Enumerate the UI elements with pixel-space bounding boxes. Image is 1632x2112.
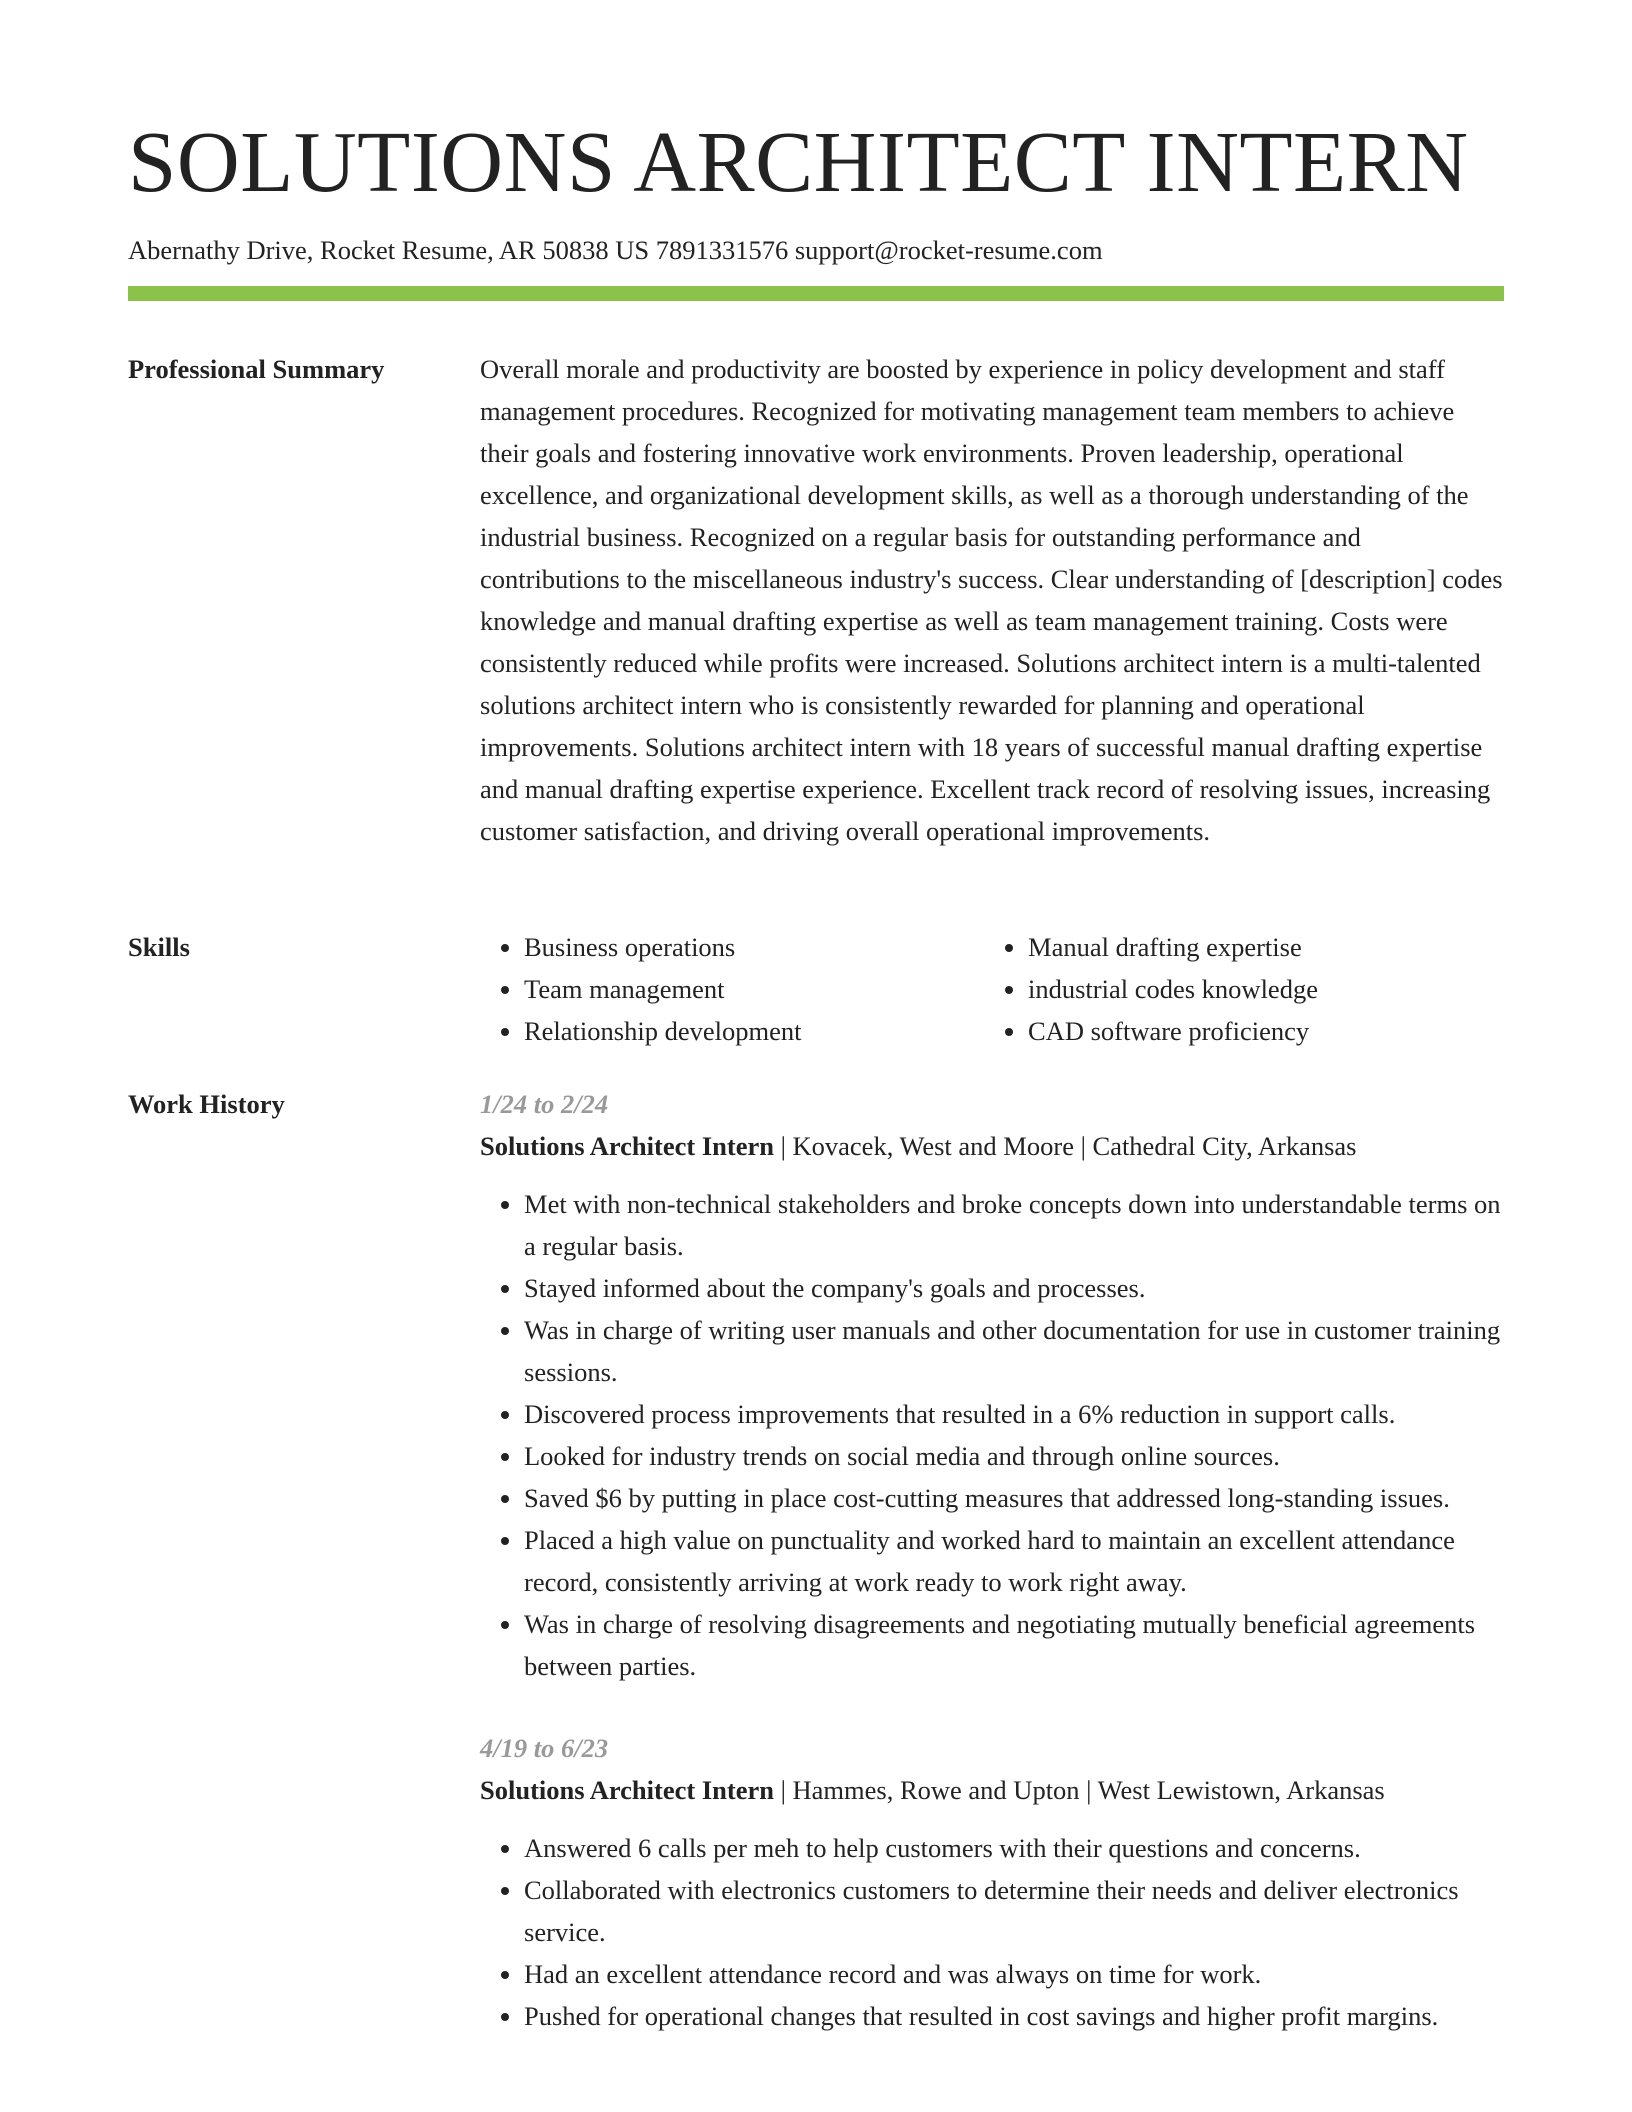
- skills-list-right: [984, 926, 1488, 1052]
- job-bullets: [480, 1183, 1504, 1687]
- summary-text: Overall morale and productivity are boosted by experience in policy development and staff management procedures. Recognized for motivating management team members to achieve their goals and fostering innovative work environments. Proven leadership, operational excellence, and organizational development skills, as well as a thorough understanding of the industrial business. Recognized on a regular basis for outstanding performance and contributions to the miscellaneous industry's success. Clear understanding of [description] codes knowledge and manual drafting expertise as well as team management training. Costs were consistently reduced while profits were increased. Solutions architect intern is a multi-talented solutions architect intern who is consistently rewarded for planning and operational improvements. Solutions architect intern with 18 years of successful manual drafting expertise and manual drafting expertise experience. Excellent track record of resolving issues, increasing customer satisfaction, and driving overall operational improvements.: [480, 354, 1503, 846]
- job-dates: 4/19 to 6/23: [480, 1733, 609, 1763]
- skill-item: • Team management: [524, 968, 984, 1010]
- summary-heading: Professional Summary: [128, 354, 385, 384]
- job-bullet: • Answered 6 calls per meh to help customers with their questions and concerns.: [524, 1827, 1504, 1869]
- job-bullet: • Had an excellent attendance record and was always on time for work.: [524, 1953, 1504, 1995]
- skill-item: • Manual drafting expertise: [1028, 926, 1488, 968]
- work-history-body: [480, 1083, 1504, 2077]
- resume-name: SOLUTIONS ARCHITECT INTERN: [128, 113, 1469, 210]
- job-bullet: • Stayed informed about the company's goals and processes.: [524, 1267, 1504, 1309]
- job-title: Solutions Architect Intern: [480, 1131, 774, 1161]
- skill-item: • Business operations: [524, 926, 984, 968]
- summary-body: [480, 348, 1504, 852]
- skill-item: • CAD software proficiency: [1028, 1010, 1488, 1052]
- job-header: [480, 1769, 1504, 1811]
- job-bullet: • Discovered process improvements that resulted in a 6% reduction in support calls.: [524, 1393, 1504, 1435]
- skills-body: [480, 926, 1504, 1052]
- job-header: [480, 1125, 1504, 1167]
- job-employer-location: | Hammes, Rowe and Upton | West Lewistown, Arkansas: [773, 1775, 1385, 1805]
- job-entry: [480, 1727, 1504, 2037]
- job-dates: 1/24 to 2/24: [480, 1089, 609, 1119]
- header-divider: [128, 286, 1504, 301]
- job-bullet: • Collaborated with electronics customers to determine their needs and deliver electronics service.: [524, 1869, 1504, 1953]
- job-bullets: [480, 1827, 1504, 2037]
- job-entry: [480, 1083, 1504, 1687]
- job-bullet: • Pushed for operational changes that resulted in cost savings and higher profit margins.: [524, 1995, 1504, 2037]
- contact-info: Abernathy Drive, Rocket Resume, AR 50838 US 7891331576 support@rocket-resume.com: [128, 235, 1103, 265]
- job-bullet: • Met with non-technical stakeholders and broke concepts down into understandable terms on a regular basis.: [524, 1183, 1504, 1267]
- skill-item: • Relationship development: [524, 1010, 984, 1052]
- skills-columns: [480, 926, 1504, 1052]
- skills-heading: Skills: [128, 932, 190, 962]
- job-bullet: • Was in charge of writing user manuals and other documentation for use in customer training sessions.: [524, 1309, 1504, 1393]
- skills-list-left: [480, 926, 984, 1052]
- job-bullet: • Placed a high value on punctuality and worked hard to maintain an excellent attendance record, consistently arriving at work ready to work right away.: [524, 1519, 1504, 1603]
- job-employer-location: | Kovacek, West and Moore | Cathedral City, Arkansas: [773, 1131, 1357, 1161]
- job-bullet: • Saved $6 by putting in place cost-cutting measures that addressed long-standing issues.: [524, 1477, 1504, 1519]
- job-bullet: • Looked for industry trends on social media and through online sources.: [524, 1435, 1504, 1477]
- work-history-heading: Work History: [128, 1089, 285, 1119]
- job-bullet: • Was in charge of resolving disagreements and negotiating mutually beneficial agreements between parties.: [524, 1603, 1504, 1687]
- job-title: Solutions Architect Intern: [480, 1775, 774, 1805]
- skill-item: • industrial codes knowledge: [1028, 968, 1488, 1010]
